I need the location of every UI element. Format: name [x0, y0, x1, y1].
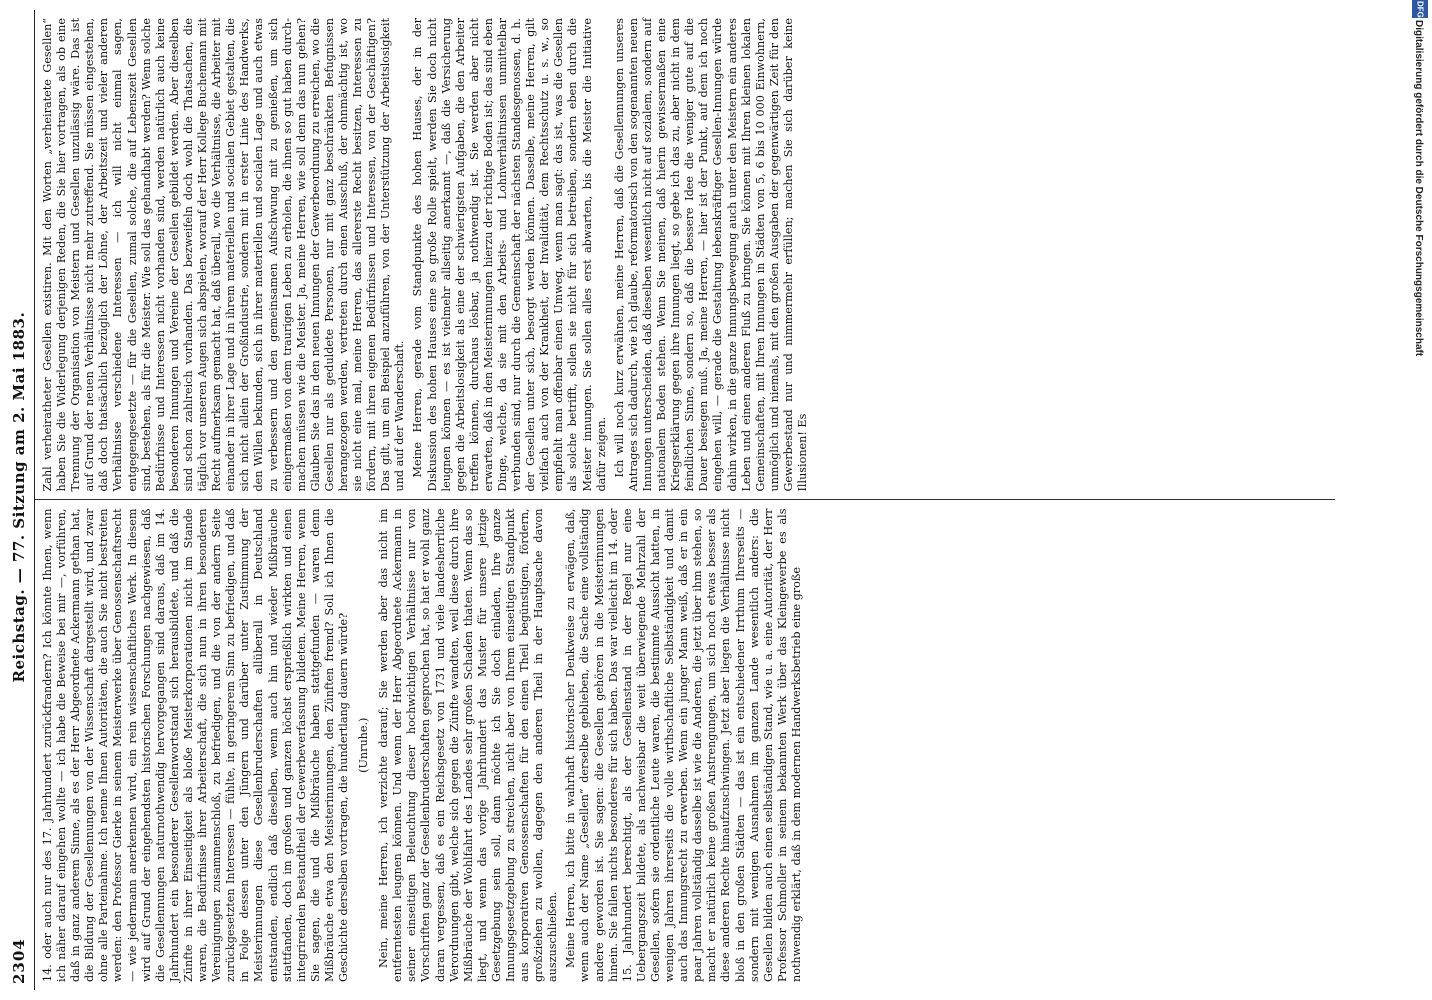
text-column-left: [35, 501, 1335, 991]
paragraph: Zahl verheiratheter Gesellen existiren. Mit den Worten „verheiratete Gesellen“ haben Sie die Widerlegung derjenigen Reden, die Sie hier vortragen, als ob eine Trennung der Organisation von Meistern und Gesellen unzulässig wäre. Das ist auf Grund der neuen Verhältnisse nicht mehr zutreffend. Sie müssen eingestehen, daß doch thatsächlich bezüglich der Löhne, der Arbeitszeit und vieler anderen Verhältnisse verschiedene Interessen — ich will nicht einmal sagen, entgegengesetzte — für die Gesellen, zumal solche, die auf Lebenszeit Gesellen sind, bestehen, als für die Meister. Wie soll das gehandhabt werden? Wenn solche Bedürfnisse und Interessen nicht vorhanden sind, werden natürlich auch keine besonderen Innungen und Vereine der Gesellen gebildet werden. Aber dieselben sind schon zahlreich vorhanden. Das bezweifeln doch wohl die Thatsachen, die täglich vor unseren Augen sich abspielen, worauf der Herr Kollege Buchemann mit Recht aufmerksam gemacht hat, daß überall, wo die Verhältnisse, die Arbeiter mit einander in ihrer Lage und in ihrem materiellen und socialen Gebiet gestalten, die sich nicht allein der Großindustrie, sondern mit in erster Linie des Handwerks, den Willen bekunden, sich in ihrer materiellen und socialen Lage und auch etwas zu verbessern und den gemeinsamen Aufschwung mit zu genießen, um sich einigermaßen von dem traurigen Leben zu erholen, die ihnen so gut haben durch-machen müssen wie die Meister. Ja, meine Herren, wie soll denn das nun gehen? Glauben Sie das in den neuen Innungen der Gewerbeordnung zu erreichen, wo die Gesellen nur als geduldete Personen, nur mit ganz beschränkten Befugnissen herangezogen werden, vertreten durch einen Ausschuß, der ohnmächtig ist, wo sie nicht eine mal, meine Herren, das allererste Recht besitzen, Interessen zu fördern, mit ihren eigenen Bedürfnissen und Interessen, von der Geschäftigen? Das gilt, um ein Beispiel anzuführen, von der Unterstützung der Arbeitslosigkeit und auf der Wanderschaft.: [41, 18, 407, 492]
page-title: Reichstag. — 77. Sitzung am 2. Mai 1883.: [10, 311, 28, 683]
paragraph: Meine Herren, ich bitte in wahrhaft historischer Denkweise zu erwägen, daß, wenn auch der Name „Gesellen“ derselbe geblieben, die Sache eine vollständig andere geworden ist. Sie sagen: die Gesellen gehören in die Meisterinnungen hinein. Sie fallen nichts besonderes für sich haben. Das war vielleicht im 14. oder 15. Jahrhundert berechtigt, als der Gesellenstand in der Regel nur eine Uebergangszeit bildete, als nachweisbar die weit überwiegende Mehrzahl der Gesellen, sofern sie ordentliche Leute waren, die bestimmte Aussicht hatten, in wenigen Jahren ihrerseits die volle wirthschaftliche Selbständigkeit und damit auch das Innungsrecht zu erwerben. Wenn ein junger Mann weiß, daß er in ein paar Jahren vollständig dasselbe ist wie die Anderen, die jetzt über ihm stehen, so macht er natürlich keine großen Anstrengungen, um sich noch etwas besser als diese anderen Rechte hinaufzuschwingen. Jetzt aber liegen die Verhältnisse nicht bloß in den großen Städten — das ist ein entschiedener Irrthum Ihrerseits — sondern mit wenigen Ausnahmen im ganzen Lande wesentlich anders: die Gesellen bilden auch einen selbständigen Stand, wie u. a. eine Autorität, der Herr Professor Schmoller in seinem bekannten Werk über das Kleingewerbe es als nothwendig erklärt, daß in dem modernen Handwerksbetrieb eine große: [564, 508, 803, 982]
watermark-text: Digitalisierung gefördert durch die Deutsche Forschungsgemeinschaft: [1413, 20, 1424, 357]
paragraph: Nein, meine Herren, ich verzichte darauf; Sie werden aber das nicht im entferntesten leugnen können. Und wenn der Herr Abgeordnete Ackermann in seiner einseitigen Beleuchtung dieser hochwichtigen Verhältnisse nur von Vorschriften ganz der Gesellenbruderschaften gesprochen hat, so hat er wohl ganz daran vergessen, daß es ein Reichsgesetz von 1731 und viele landesherrliche Verordnungen gibt, welche sich gegen die Zünfte wandten, weil diese durch ihre Mißbräuche der Wohlfahrt des Landes sehr großen Schaden thaten. Wenn das so liegt, und wenn das vorige Jahrhundert das Muster für unsere jetzige Gesetzgebung sein soll, dann möchte ich Sie doch einladen, Ihre ganze Innungsgesetzgebung zu streichen, nicht aber von Ihrem einseitigen Standpunkt aus korporativen Genossenschaften für den einen Theil begünstigen, fördern, großziehen zu wollen, dagegen den anderen Theil in der Hauptsache davon auszuschließen.: [377, 508, 560, 982]
paragraph: Meine Herren, gerade vom Standpunkte des hohen Hauses, der in der Diskussion des hohen Hauses eine so große Rolle spielt, werden Sie doch nicht leugnen können — es ist vielmehr allseitig anerkannt —, daß die Versicherung gegen die Arbeitslosigkeit als eine der schwierigsten Aufgaben, die den Arbeiter treffen können, durchaus lösbar, ja nothwendig ist. Sie werden aber nicht erwarten, daß in den Meisterinnungen hierzu der richtige Boden ist; das sind eben Dinge, welche, da sie mit den Arbeits- und Lohnverhältnissen unmittelbar verbunden sind, nur durch die Gemeinschaft der nächsten Standesgenossen, d. h. der Gesellen unter sich, besorgt werden können. Dasselbe, meine Herren, gilt vielfach auch von der Krankheit, der Invalidität, dem Rechtsschutz u. s. w., so empfiehlt man offenbar einen Umweg, wenn man sagt: das ist, was die Gesellen als solche betrifft, sollen sie nicht für sich betreiben, sondern eben durch die Meister innungen. Sie sollen alles erst abwarten, bis die Meister die Initiative dafür zeigen.: [411, 18, 608, 492]
stage-direction: (Unruhe.): [357, 717, 371, 773]
paragraph: Ich will noch kurz erwähnen, meine Herren, daß die Gesellennungen unseres Antrages sich dadurch, wie ich glaube, reformatorisch von den sogenannten neuen Innungen unterscheiden, daß dieselben wesentlich nicht auf sozialem, sondern auf nationalem Boden stehen. Wenn Sie meinen, daß hierin gewissermaßen eine Kriegserklärung gegen ihre Innungen liegt, so gebe ich das zu, aber nicht in dem feindlichen Sinne, sondern so, daß die bessere Idee die weniger gute auf die Dauer besiegen muß. Ja, meine Herren, — hier ist der Punkt, auf dem ich noch eingehen will, — gerade die Gestaltung lebenskräftiger Gesellen-Innungen würde dahin wirken, in die ganze Innungsbewegung auch unter den Meistern ein anderes Leben und einen anderen Fluß zu bringen. Sie können mit Ihren kleinen lokalen Gemeinschaften, mit Ihren Innungen in Städten von 5, 6 bis 10 000 Einwohnern, unmöglich und niemals, mit den großen Ausgaben der gegenwärtigen Zeit für den Gewerbestand nur und nimmermehr erfüllen; machen Sie sich darüber keine Illusionen! Es: [612, 18, 809, 492]
page-header: [6, 10, 35, 990]
text-column-right: [35, 10, 1335, 501]
page-number: 2304: [10, 938, 28, 984]
dfg-logo: DFG: [1412, 0, 1428, 18]
text-columns: [35, 10, 1335, 990]
paragraph: 14. oder auch nur des 17. Jahrhundert zurückfrandern? Ich könnte Ihnen, wenn ich näher darauf eingehen wollte — ich habe die Beweise bei mir —, vorführen, daß in ganz anderem Sinne, als es der Herr Abgeordnete Ackermann gethan hat, die Bildung der Gesellennungen von der Wissenschaft dargestellt wird, und zwar ohne alle Parteinahme. Ich nenne Ihnen Autoritäten, die auch Sie nicht bestreiten werden: den Professor Gierke in seinem Meisterwerke über Genossenschaftsrecht — wie jedermann anerkennen wird, ein rein wissenschaftliches Werk. In diesem wird auf Grund der eingehendsten historischen Forschungen nachgewiesen, daß die Gesellennungen naturnothwendig hervorgegangen sind daraus, daß im 14. Jahrhundert ein besonderer Gesellenwortstand sich herausbildete, und daß die Zünfte in ihrer Einseitigkeit als bloße Meisterkorporationen nicht im Stande waren, die Bedürfnisse ihrer Arbeiterschaft, die sich nun in ihren besonderen Vereinigungen zusammenschloß, zu befriedigen, und die von der andern Seite zurückgesetzten Interessen — fühlte, in geringerem Sinn zu befriedigen, und daß in Folge dessen unter den Jüngern und darüber unter Zustimmung der Meisterinnungen diese Gesellenbruderschaften allüberall in Deutschland entstanden, endlich daß dieselben, wenn auch hin und wieder Mißbräuche stattfanden, doch im großen und ganzen höchst ersprießlich wirkten und einen integrirenden Bestandtheil der Gewerbeverfassung bildeten. Meine Herren, wenn Sie sagen, die und die Mißbräuche haben stattgefunden — waren denn Mißbräuche etwa den Meisterinnungen, den Zünften fremd? Soll ich Ihnen die Geschichte derselben vortragen, die hundertlang dauern würde?: [41, 508, 350, 982]
dfg-watermark: [1410, 0, 1432, 1000]
